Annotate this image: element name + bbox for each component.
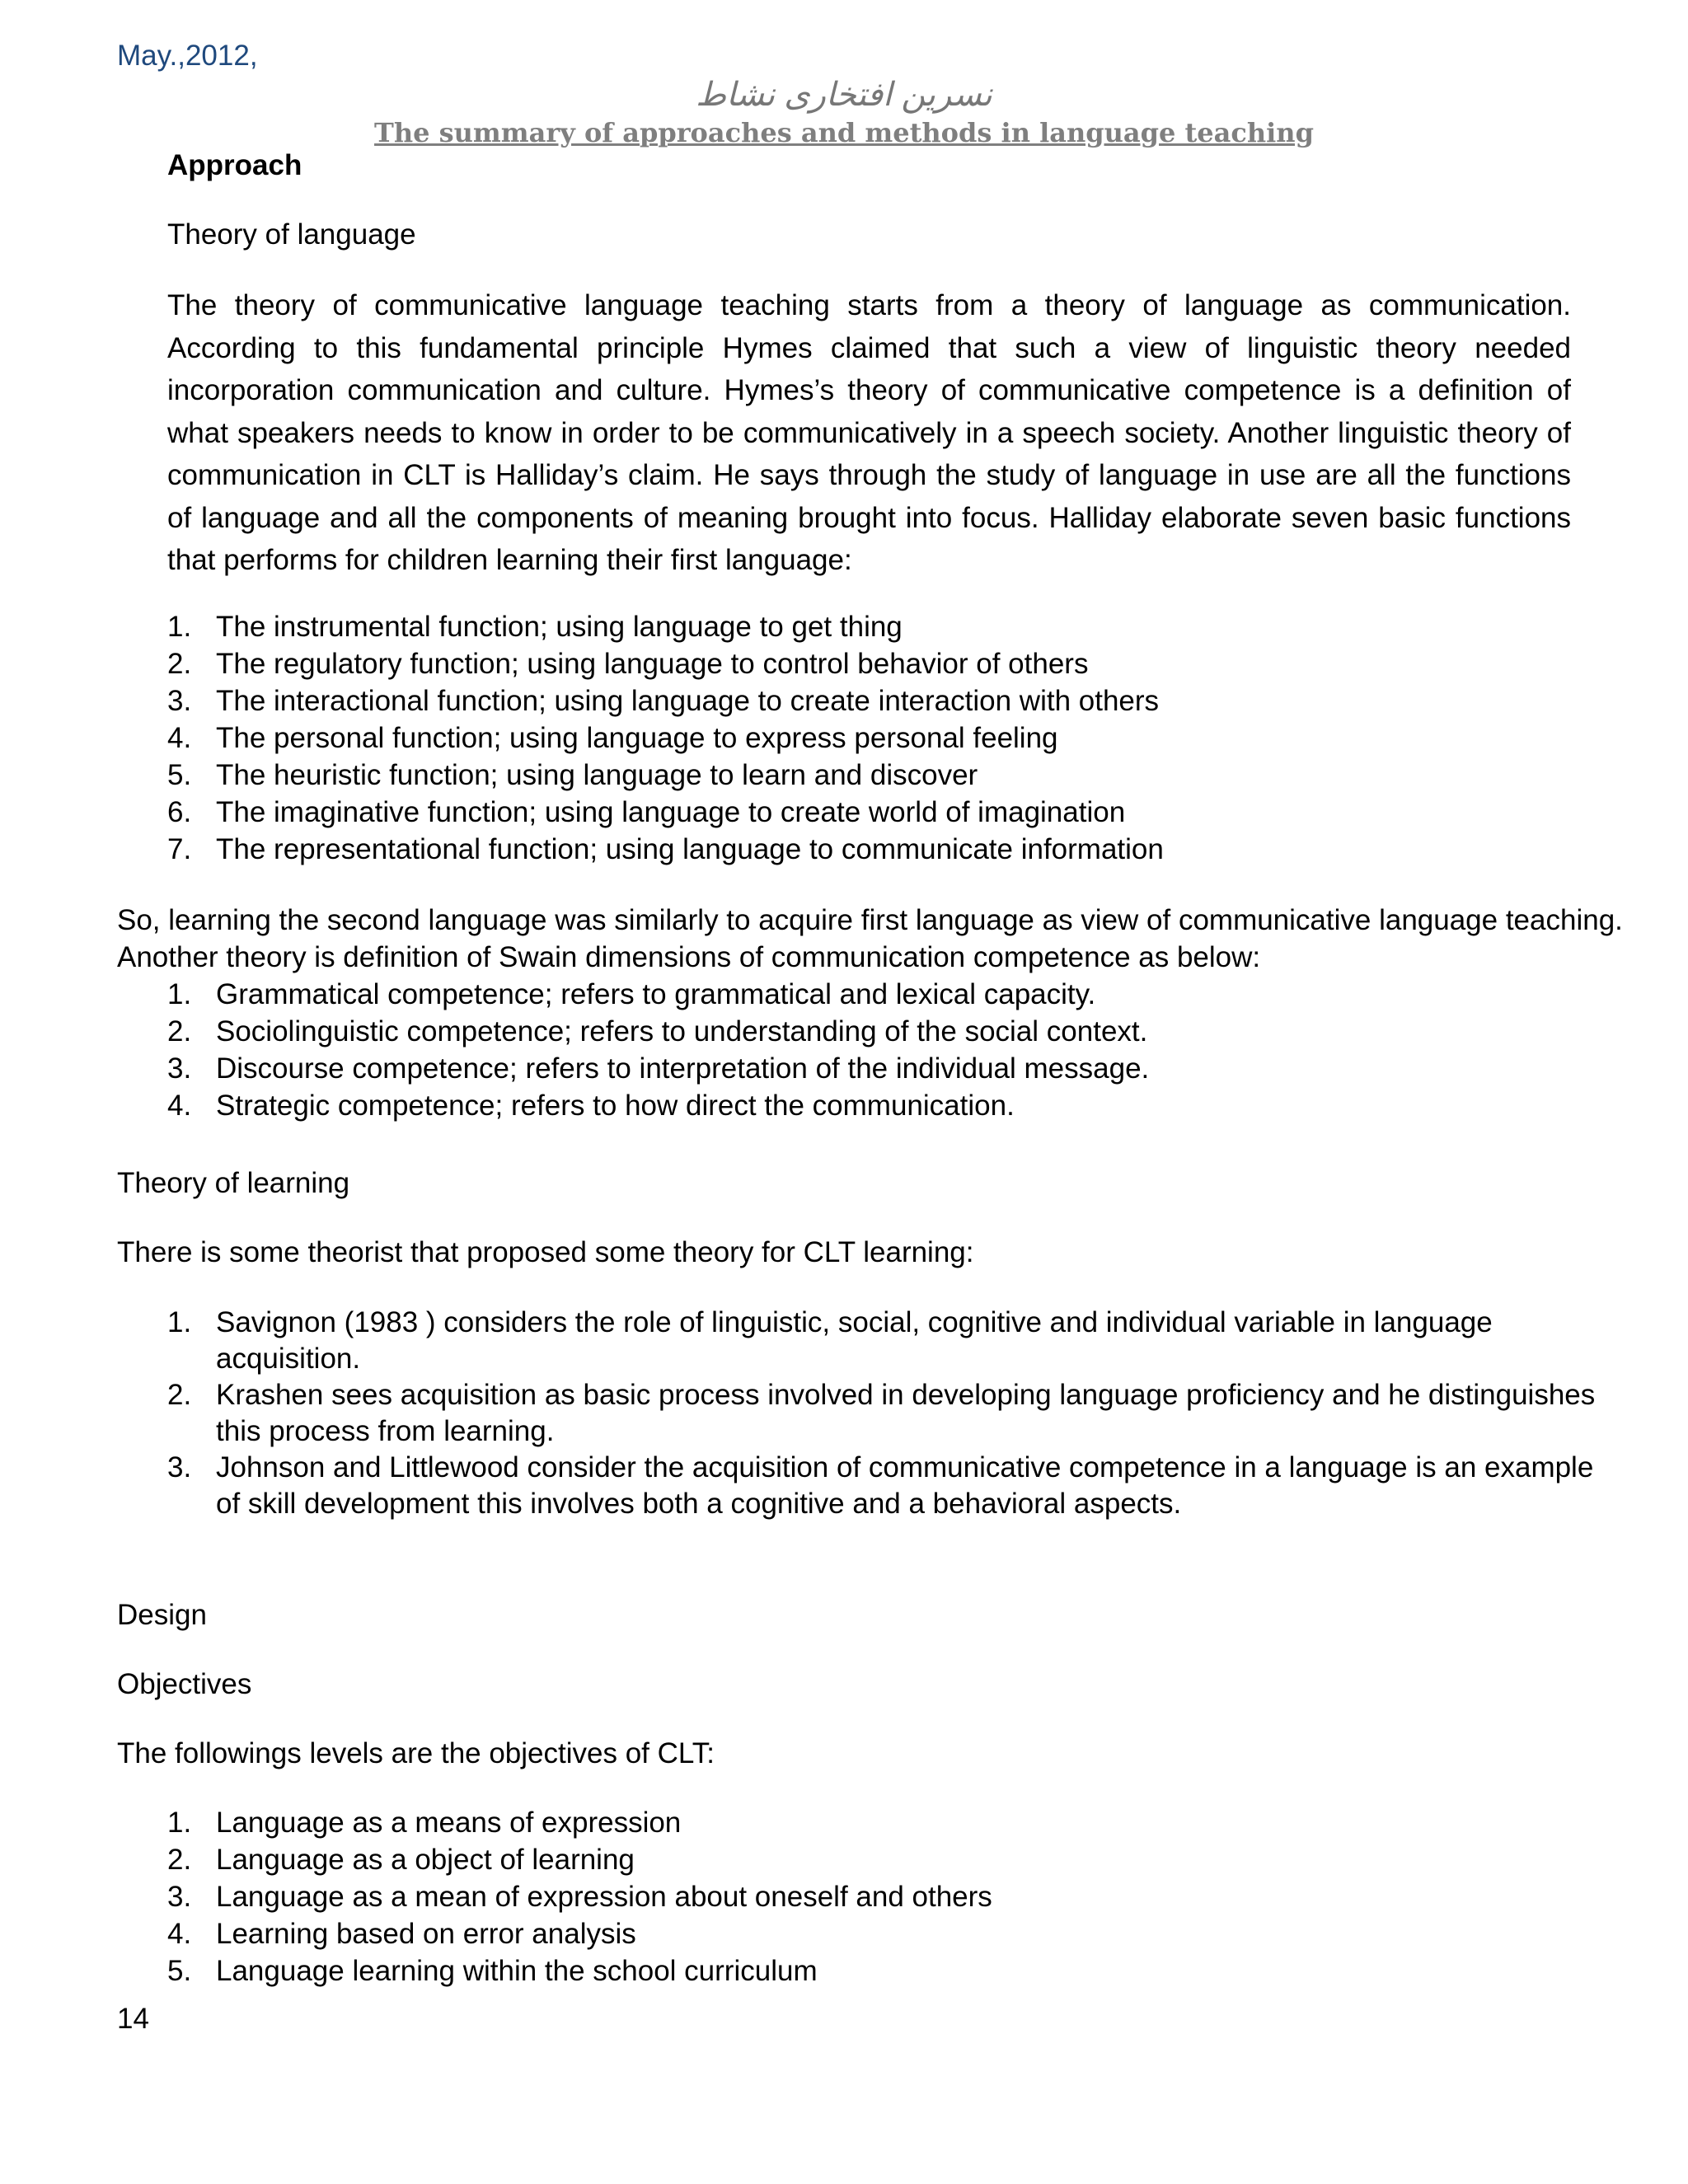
list-item: 4. Learning based on error analysis <box>167 1918 636 1950</box>
learning-theorists-list <box>167 1305 1595 1522</box>
second-language-paragraph-line-2: Another theory is definition of Swain dimensions of communication competence as below: <box>117 941 1261 973</box>
communicative-theory-paragraph: The theory of communicative language teaching starts from a theory of language as communication. According to this fundamental principle Hymes claimed that such a view of linguistic theory needed incorporation communication and culture. Hymes’s theory of communicative competence is a definition of what speakers needs to know in order to be communicatively in a speech society. Another linguistic theory of communication in CLT is Halliday’s claim. He says through the study of language in use are all the functions of language and all the components of meaning brought into focus. Halliday elaborate seven basic functions that performs for children learning their first language: <box>167 289 1571 576</box>
page-number: 14 <box>117 2003 149 2035</box>
design-heading: Design <box>117 1599 207 1631</box>
list-item: 3. Language as a mean of expression about oneself and others <box>167 1881 992 1913</box>
list-item: 1. Grammatical competence; refers to grammatical and lexical capacity. <box>167 978 1096 1010</box>
list-item: 3. Johnson and Littlewood consider the acquisition of communicative competence in a language is an example of skill development this involves both a cognitive and a behavioral aspects. <box>167 1451 1594 1520</box>
list-item: 5. Language learning within the school curriculum <box>167 1955 818 1987</box>
objectives-intro: The followings levels are the objectives of CLT: <box>117 1737 715 1769</box>
author-name: نسرین افتخاری نشاط <box>696 77 992 113</box>
list-item: 5. The heuristic function; using language to learn and discover <box>167 759 978 791</box>
objectives-heading: Objectives <box>117 1668 252 1700</box>
list-item: 2. Language as a object of learning <box>167 1844 635 1876</box>
list-item: 7. The representational function; using language to communicate information <box>167 833 1164 865</box>
objectives-list <box>167 1804 992 1990</box>
list-item: 1. The instrumental function; using language to get thing <box>167 611 903 643</box>
list-item: 2. Krashen sees acquisition as basic process involved in developing language proficiency and he distinguishes this process from learning. <box>167 1379 1596 1447</box>
second-language-paragraph-line-1: So, learning the second language was similarly to acquire first language as view of communicative language teaching. <box>117 904 1623 936</box>
list-item: 3. The interactional function; using language to create interaction with others <box>167 685 1160 717</box>
document-title: The summary of approaches and methods in language teaching <box>374 117 1314 148</box>
list-item: 6. The imaginative function; using language to create world of imagination <box>167 796 1126 828</box>
list-item: 4. Strategic competence; refers to how direct the communication. <box>167 1090 1015 1122</box>
header-date: May.,2012, <box>117 40 258 72</box>
list-item: 2. Sociolinguistic competence; refers to understanding of the social context. <box>167 1015 1148 1047</box>
list-item: 3. Discourse competence; refers to interpretation of the individual message. <box>167 1052 1150 1085</box>
learning-intro: There is some theorist that proposed some theory for CLT learning: <box>117 1236 974 1268</box>
list-item: 1. Language as a means of expression <box>167 1807 682 1839</box>
swain-competence-list <box>167 976 1149 1124</box>
list-item: 1. Savignon (1983 ) considers the role of linguistic, social, cognitive and individual variable in language acquisition. <box>167 1306 1493 1375</box>
list-item: 4. The personal function; using language to express personal feeling <box>167 722 1058 754</box>
list-item: 2. The regulatory function; using language to control behavior of others <box>167 648 1089 680</box>
approach-heading: Approach <box>167 149 302 181</box>
halliday-functions-list <box>167 608 1164 868</box>
theory-of-language-heading: Theory of language <box>167 218 416 251</box>
theory-of-learning-heading: Theory of learning <box>117 1167 350 1199</box>
